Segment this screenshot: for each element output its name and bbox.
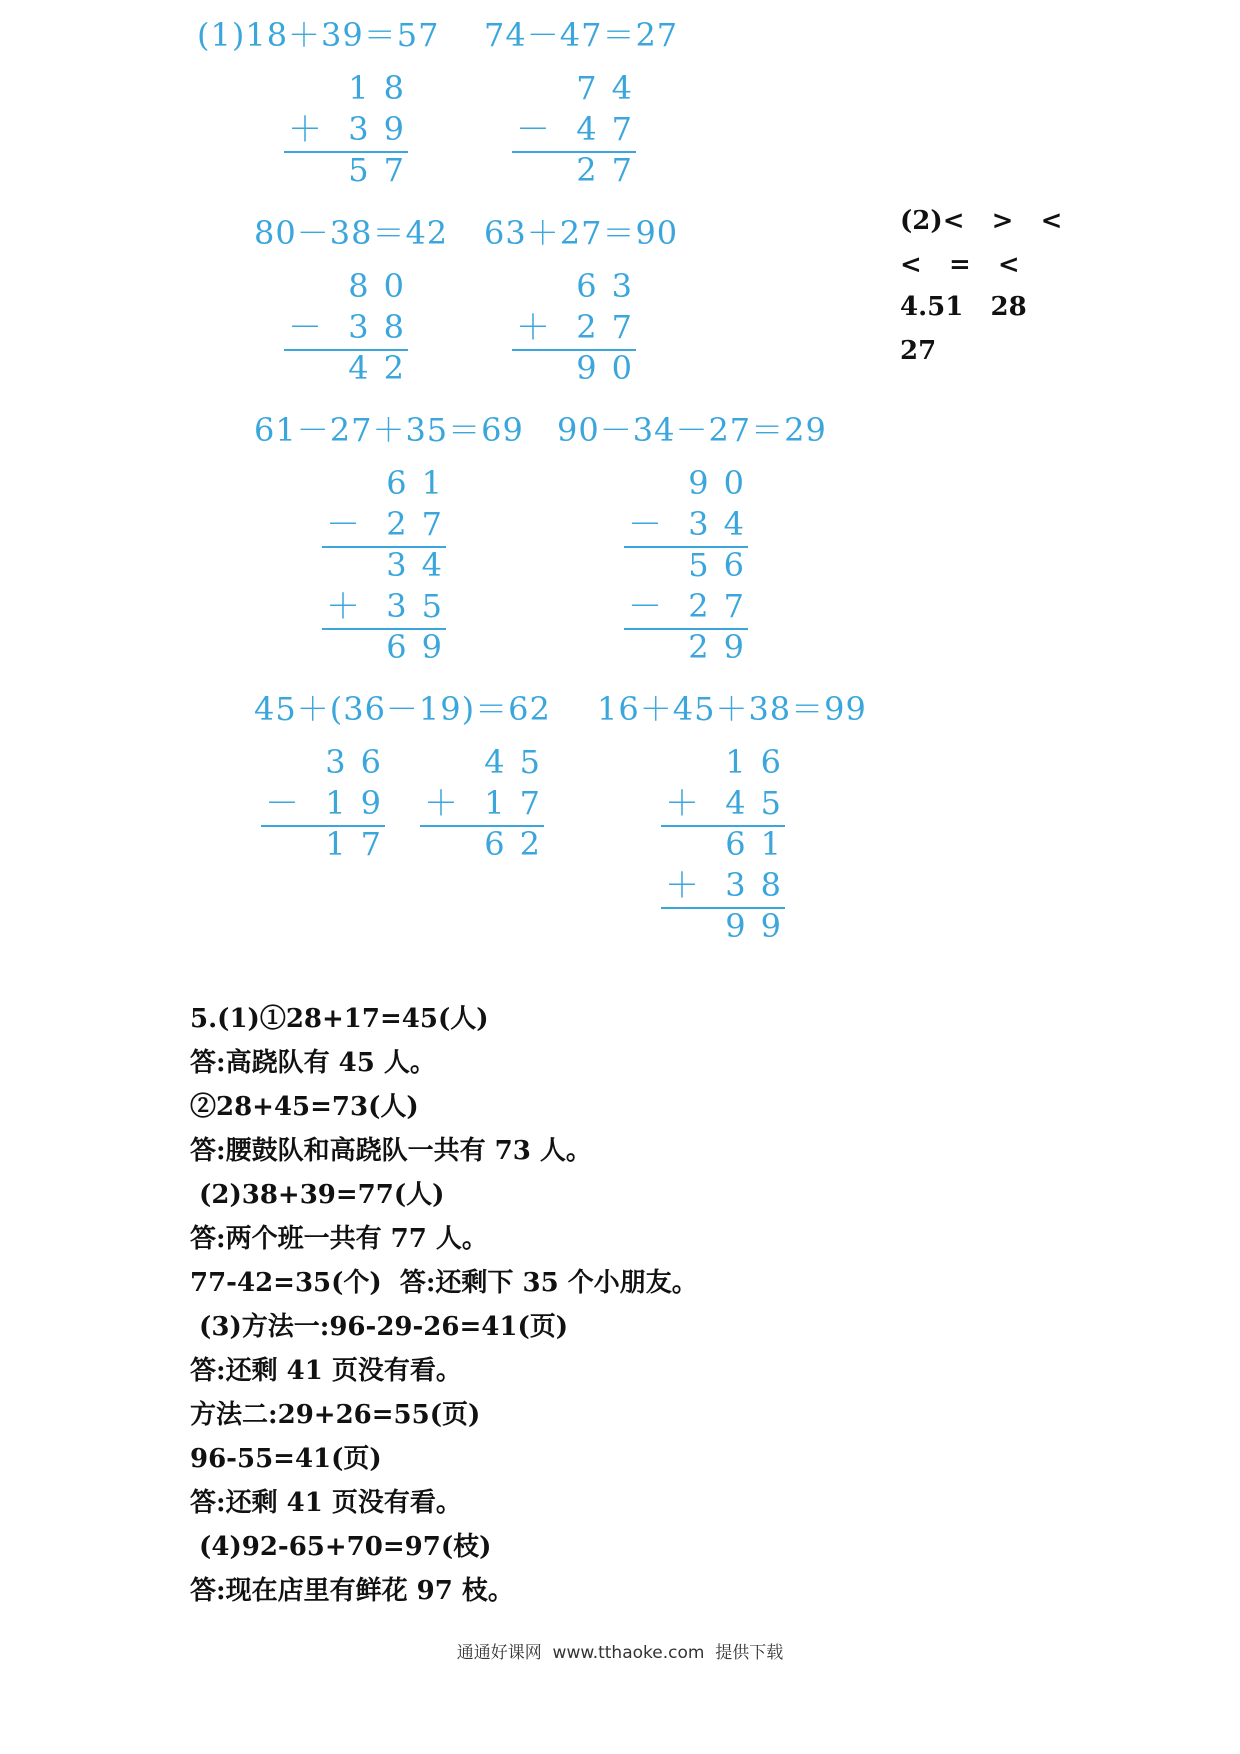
footer-source-line: 通通好课网 www.tthaoke.com 提供下载	[456, 1643, 784, 1663]
answer-line: 答:还剩 41 页没有看。	[190, 1356, 462, 1386]
calc-number: 42	[348, 349, 419, 387]
calc-row	[624, 587, 759, 631]
vertical-calc-18-plus-39	[284, 69, 419, 195]
calc-number: 29	[688, 628, 759, 666]
equation-8: 16＋45＋38＝99	[597, 690, 867, 728]
calc-row	[512, 151, 647, 195]
calc-number: 90	[576, 349, 647, 387]
calc-number: 62	[484, 825, 555, 863]
equation-2: 74－47＝27	[484, 16, 679, 54]
calc-row	[624, 505, 759, 549]
calc-row	[624, 464, 759, 508]
comparison-line-2: < = <	[900, 250, 1020, 280]
calc-row	[261, 825, 396, 869]
calc-number: 35	[386, 587, 457, 625]
calc-number: 39	[348, 110, 419, 148]
calc-operator: ＋	[665, 866, 699, 906]
calc-number: 47	[576, 110, 647, 148]
calc-number: 27	[576, 151, 647, 189]
calc-row	[512, 308, 647, 352]
calc-row	[661, 907, 796, 951]
calc-number: 27	[576, 308, 647, 346]
answer-line: 答:现在店里有鲜花 97 枝。	[190, 1576, 514, 1606]
calc-row	[322, 628, 457, 672]
calc-row	[661, 784, 796, 828]
calc-row	[322, 505, 457, 549]
calc-number: 63	[576, 267, 647, 305]
calc-number: 16	[725, 743, 796, 781]
vertical-calc-80-minus-38	[284, 267, 419, 393]
calc-operator: －	[628, 587, 662, 627]
equation-7: 45＋(36－19)＝62	[254, 690, 551, 728]
answer-line: 答:高跷队有 45 人。	[190, 1048, 436, 1078]
calc-number: 34	[386, 546, 457, 584]
calc-row	[420, 825, 555, 869]
vertical-calc-90-34-27	[624, 464, 759, 672]
calc-row	[261, 743, 396, 787]
calc-row	[322, 587, 457, 631]
calc-row	[261, 784, 396, 828]
calc-number: 18	[348, 69, 419, 107]
calc-row	[661, 825, 796, 869]
calc-row	[284, 267, 419, 311]
vertical-calc-45-plus-17	[420, 743, 555, 869]
calc-row	[661, 866, 796, 910]
calc-number: 17	[484, 784, 555, 822]
calc-number: 61	[725, 825, 796, 863]
calc-row	[284, 110, 419, 154]
equation-6: 90－34－27＝29	[557, 411, 827, 449]
calc-operator: －	[288, 308, 322, 348]
vertical-calc-61-27-35	[322, 464, 457, 672]
calc-number: 56	[688, 546, 759, 584]
calc-row	[661, 743, 796, 787]
answer-4-line-1: 4.51 28	[900, 292, 1027, 322]
calc-operator: ＋	[326, 587, 360, 627]
answer-line: 答:两个班一共有 77 人。	[190, 1224, 488, 1254]
word-problem-answers	[190, 997, 698, 1613]
answer-line: 答:还剩 41 页没有看。	[190, 1488, 462, 1518]
calc-row	[420, 743, 555, 787]
equation-4: 63＋27＝90	[484, 214, 679, 252]
calc-row	[512, 349, 647, 393]
calc-operator: ＋	[665, 784, 699, 824]
calc-operator: ＋	[288, 110, 322, 150]
calc-row	[322, 546, 457, 590]
calc-number: 57	[348, 151, 419, 189]
calc-number: 74	[576, 69, 647, 107]
calc-number: 99	[725, 907, 796, 945]
calc-row	[284, 69, 419, 113]
calc-number: 90	[688, 464, 759, 502]
calc-number: 45	[484, 743, 555, 781]
vertical-calc-16-45-38	[661, 743, 796, 951]
calc-number: 36	[325, 743, 396, 781]
calc-row	[284, 308, 419, 352]
answer-4-line-2: 27	[900, 336, 937, 366]
answer-line: 96-55=41(页)	[190, 1444, 382, 1474]
calc-number: 45	[725, 784, 796, 822]
vertical-calc-74-minus-47	[512, 69, 647, 195]
calc-number: 80	[348, 267, 419, 305]
equation-5: 61－27＋35＝69	[254, 411, 524, 449]
calc-number: 38	[348, 308, 419, 346]
comparison-line-1: (2)< > <	[900, 206, 1063, 236]
calc-row	[322, 464, 457, 508]
calc-operator: －	[326, 505, 360, 545]
calc-number: 27	[386, 505, 457, 543]
calc-number: 19	[325, 784, 396, 822]
answer-line: 答:腰鼓队和高跷队一共有 73 人。	[190, 1136, 592, 1166]
answer-line: (2)38+39=77(人)	[190, 1180, 445, 1210]
calc-number: 34	[688, 505, 759, 543]
answer-line: 5.(1)①28+17=45(人)	[190, 1004, 489, 1034]
answer-line: ②28+45=73(人)	[190, 1092, 419, 1122]
calc-operator: －	[516, 110, 550, 150]
answer-line: 方法二:29+26=55(页)	[190, 1400, 481, 1430]
answer-line: 77-42=35(个) 答:还剩下 35 个小朋友。	[190, 1268, 698, 1298]
calc-row	[624, 546, 759, 590]
answer-line: (3)方法一:96-29-26=41(页)	[190, 1312, 569, 1342]
calc-row	[512, 267, 647, 311]
calc-operator: －	[628, 505, 662, 545]
answer-line: (4)92-65+70=97(枝)	[190, 1532, 492, 1562]
calc-row	[284, 349, 419, 393]
calc-operator: －	[265, 784, 299, 824]
calc-operator: ＋	[516, 308, 550, 348]
calc-number: 27	[688, 587, 759, 625]
calc-row	[284, 151, 419, 195]
calc-row	[624, 628, 759, 672]
calc-number: 17	[325, 825, 396, 863]
calc-row	[512, 110, 647, 154]
calc-row	[420, 784, 555, 828]
calc-row	[512, 69, 647, 113]
calc-operator: ＋	[424, 784, 458, 824]
vertical-calc-63-plus-27	[512, 267, 647, 393]
calc-number: 69	[386, 628, 457, 666]
equation-3: 80－38＝42	[254, 214, 449, 252]
calc-number: 38	[725, 866, 796, 904]
calc-number: 61	[386, 464, 457, 502]
equation-1: (1)18＋39＝57	[197, 16, 440, 54]
vertical-calc-36-minus-19	[261, 743, 396, 869]
